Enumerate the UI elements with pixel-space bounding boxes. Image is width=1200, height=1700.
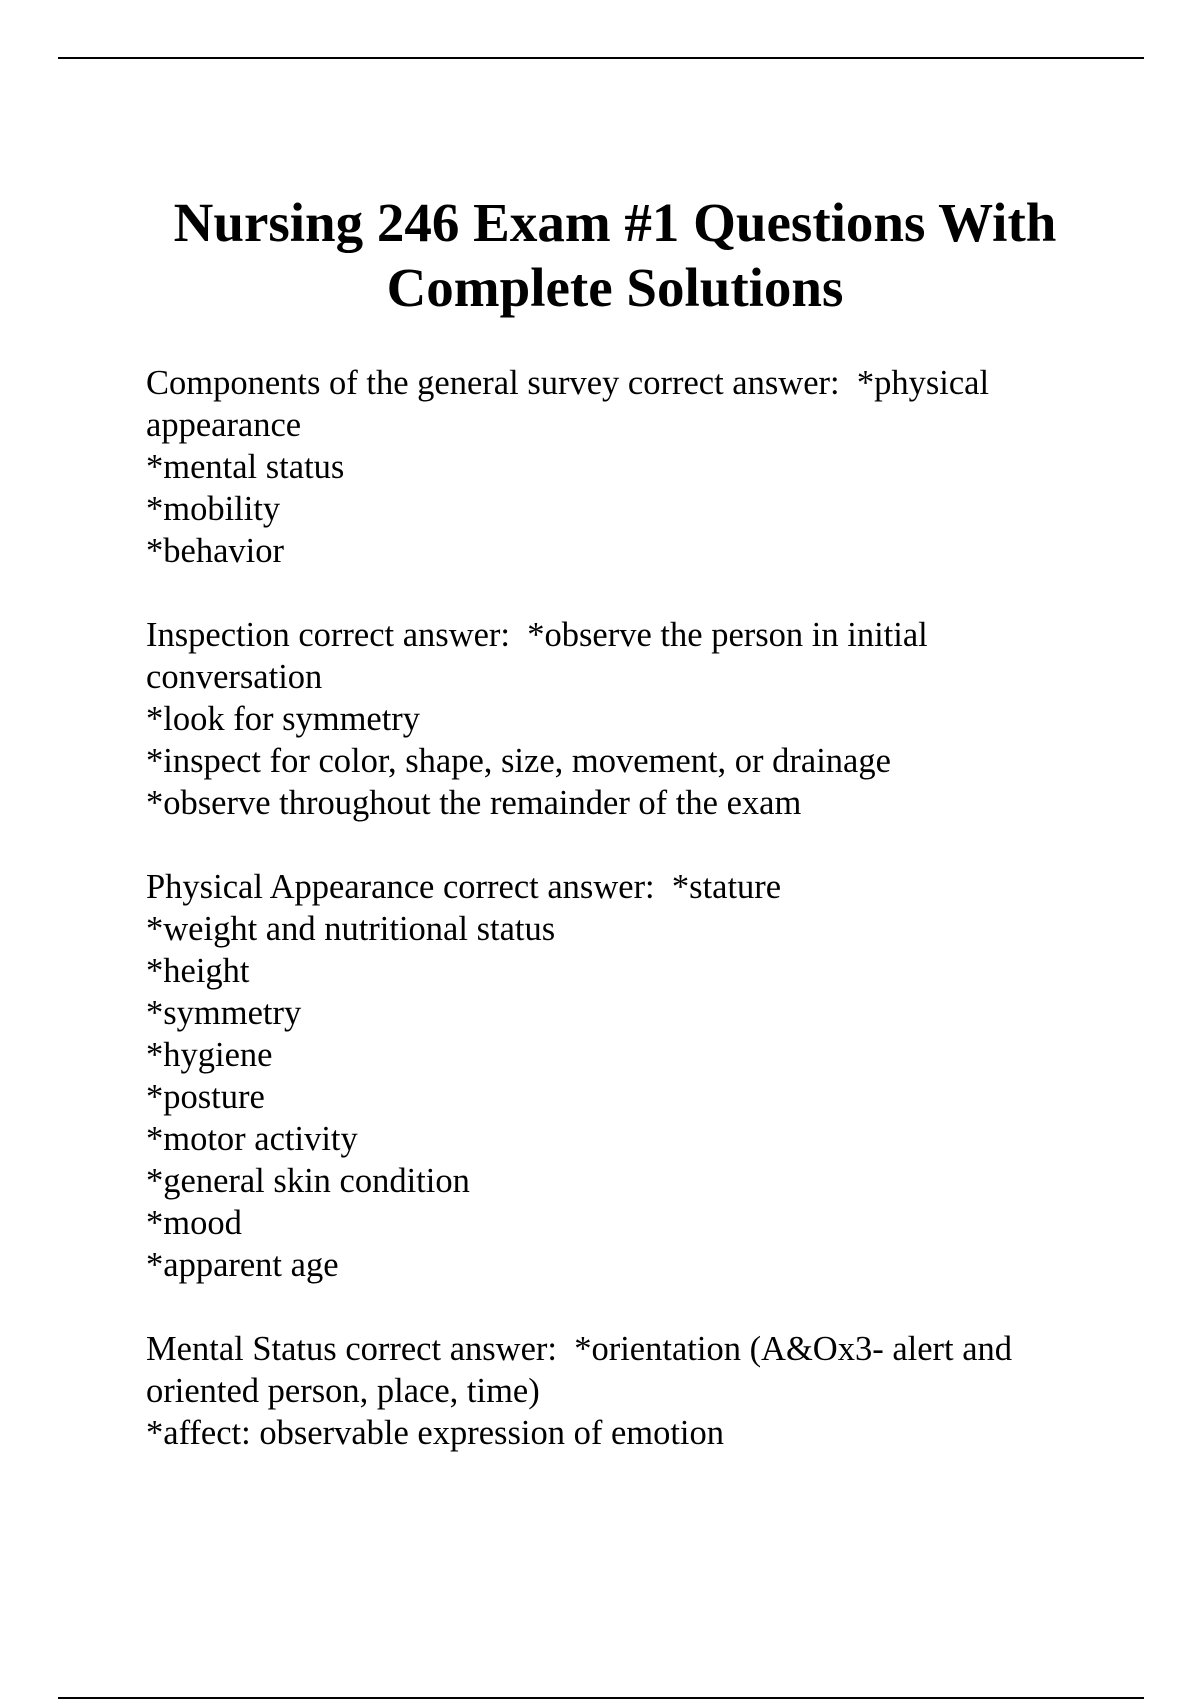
entry-line: *mood: [146, 1204, 242, 1242]
entry-line: Inspection correct answer: *observe the person in initial: [146, 616, 928, 654]
entry-line: *apparent age: [146, 1246, 339, 1284]
entry-line: oriented person, place, time): [146, 1372, 540, 1410]
entry-line: *posture: [146, 1078, 265, 1116]
entry-line: Physical Appearance correct answer: *stature: [146, 868, 782, 906]
entry-line: *height: [146, 952, 250, 990]
entry-line: *behavior: [146, 532, 284, 570]
entry-line: Components of the general survey correct answer: *physical: [146, 364, 990, 402]
entry-line: appearance: [146, 406, 302, 444]
qa-entry-physical-appearance: [146, 866, 1116, 1286]
entry-line: *inspect for color, shape, size, movement, or drainage: [146, 742, 891, 780]
entry-line: *mental status: [146, 448, 345, 486]
entry-line: *look for symmetry: [146, 700, 421, 738]
top-divider: [58, 57, 1144, 59]
qa-entry-inspection: [146, 614, 1116, 824]
title-line: Complete Solutions: [386, 257, 844, 318]
qa-entry-general-survey: [146, 362, 1116, 572]
document-title: [120, 190, 1110, 320]
entry-line: Mental Status correct answer: *orientation (A&Ox3- alert and: [146, 1330, 1013, 1368]
entry-line: *weight and nutritional status: [146, 910, 556, 948]
entry-line: *symmetry: [146, 994, 302, 1032]
entry-line: conversation: [146, 658, 323, 696]
bottom-divider: [58, 1697, 1144, 1699]
entry-line: *affect: observable expression of emotion: [146, 1414, 725, 1452]
document-body: [146, 362, 1116, 1496]
title-line: Nursing 246 Exam #1 Questions With: [173, 192, 1057, 253]
qa-entry-mental-status: [146, 1328, 1116, 1454]
entry-line: *mobility: [146, 490, 281, 528]
entry-line: *hygiene: [146, 1036, 273, 1074]
entry-line: *motor activity: [146, 1120, 358, 1158]
entry-line: *observe throughout the remainder of the exam: [146, 784, 802, 822]
entry-line: *general skin condition: [146, 1162, 470, 1200]
